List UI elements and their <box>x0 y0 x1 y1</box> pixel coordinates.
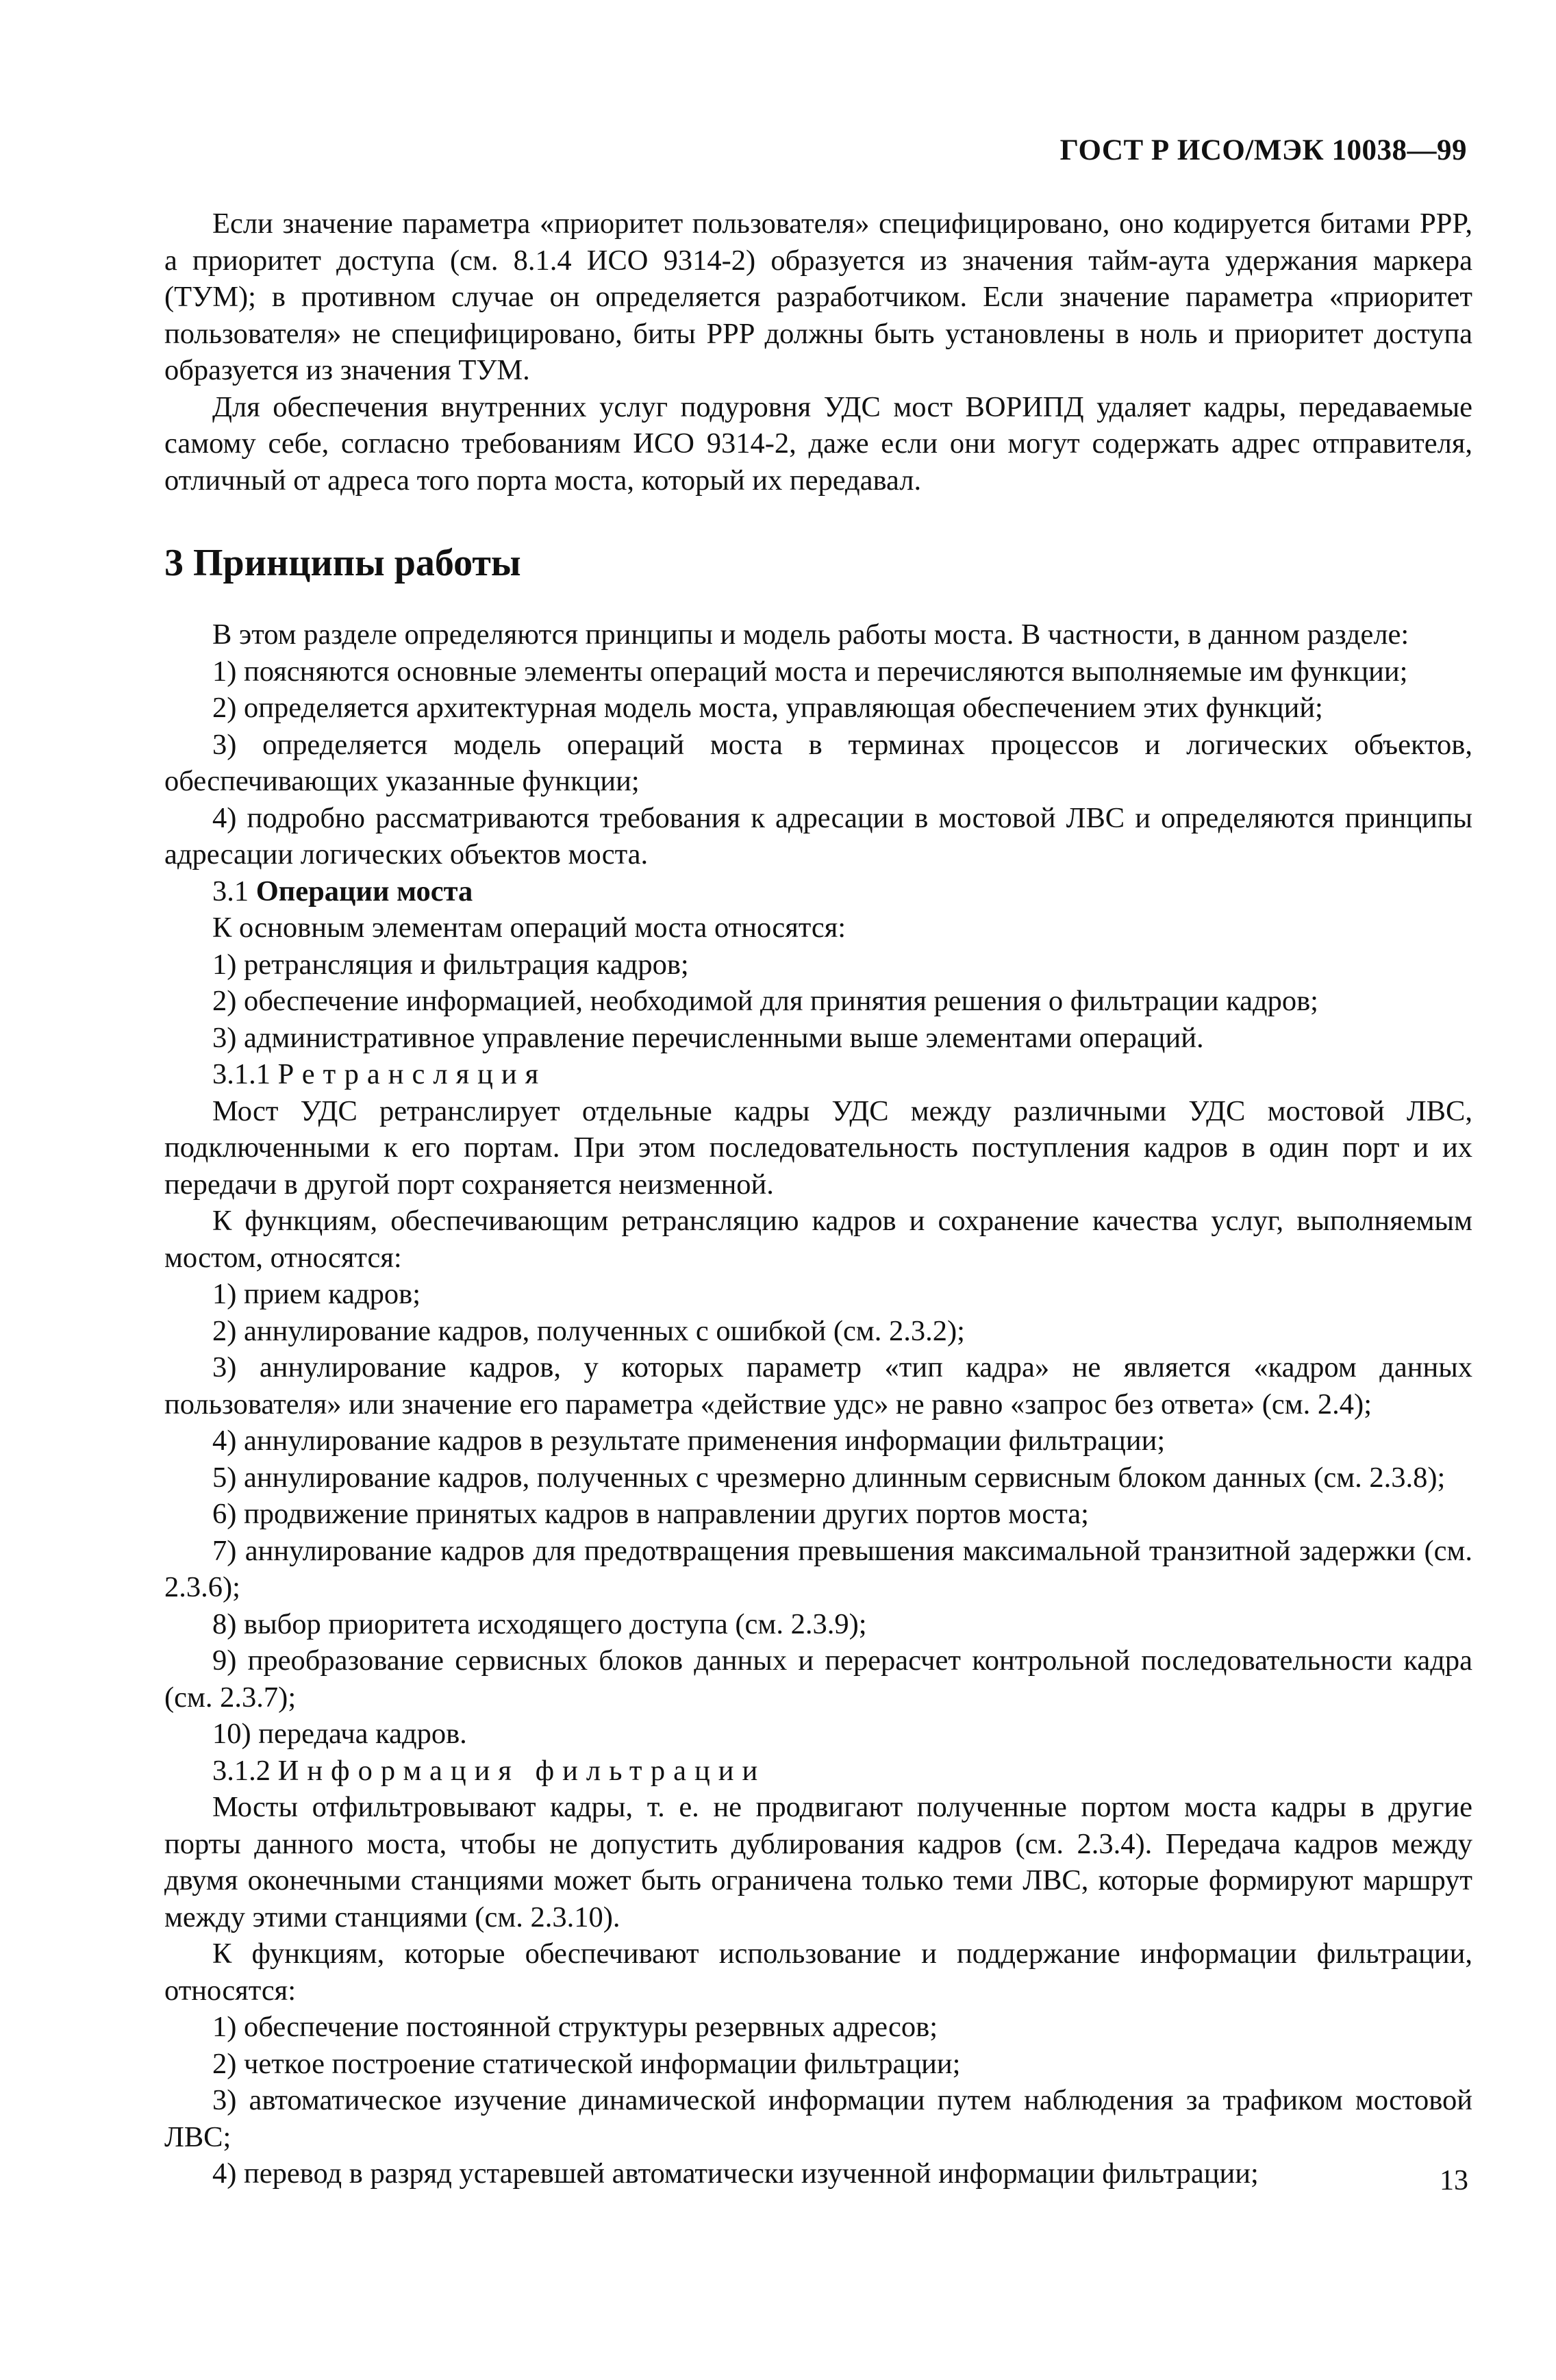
subsection-title: Ретрансляция <box>277 1058 547 1090</box>
list-item: 9) преобразование сервисных блоков данных и перерасчет контрольной последовательности кадра (см. 2.3.7); <box>164 1644 1472 1714</box>
subsection-title: Операции моста <box>255 875 473 907</box>
list-item: 4) подробно рассматриваются требования к адресации в мостовой ЛВС и определяются принципы адресации логических объектов моста. <box>164 801 1472 870</box>
paragraph: В этом разделе определяются принципы и модель работы моста. В частности, в данном разделе: <box>212 618 1409 651</box>
list-item: 4) аннулирование кадров в результате применения информации фильтрации; <box>212 1425 1166 1457</box>
page-number: 13 <box>1440 2165 1468 2196</box>
subsection-heading-3-1 <box>164 873 1472 910</box>
list-item: 1) обеспечение постоянной структуры резервных адресов; <box>212 2011 938 2043</box>
paragraph: К функциям, которые обеспечивают использование и поддержание информации фильтрации, относятся: <box>164 1938 1472 2007</box>
list-item: 3) административное управление перечисленными выше элементами операций. <box>212 1021 1204 1054</box>
list-item: 5) аннулирование кадров, полученных с чрезмерно длинным сервисным блоком данных (см. 2.3.8); <box>212 1461 1446 1494</box>
list-item: 3) аннулирование кадров, у которых параметр «тип кадра» не является «кадром данных пользователя» или значение его параметра «действие удс» не равно «запрос без ответа» (см. 2.4); <box>164 1351 1472 1420</box>
list-item: 10) передача кадров. <box>212 1718 467 1750</box>
section-heading: 3 Принципы работы <box>164 542 521 584</box>
subsection-number: 3.1.1 <box>212 1058 278 1090</box>
paragraph: Мосты отфильтровывают кадры, т. е. не продвигают полученные портом моста кадры в другие порты данного моста, чтобы не допустить дублирования кадров (см. 2.3.4). Передача кадров между двумя оконечными станциями может быть ограничена только теми ЛВС, которые формируют маршрут между этими станциями (см. 2.3.10). <box>164 1791 1472 1933</box>
paragraph: К основным элементам операций моста относятся: <box>212 912 846 944</box>
paragraph: Мост УДС ретранслирует отдельные кадры УДС между различными УДС мостовой ЛВС, подключенными к его портам. При этом последовательность поступления кадров в один порт и их передачи в другой порт сохраняется неизменной. <box>164 1094 1472 1201</box>
subsection-number: 3.1.2 <box>212 1754 278 1787</box>
list-item: 1) поясняются основные элементы операций моста и перечисляются выполняемые им функции; <box>212 655 1408 688</box>
subsection-title: Информация фильтрации <box>277 1754 766 1787</box>
list-item: 2) аннулирование кадров, полученных с ошибкой (см. 2.3.2); <box>212 1314 965 1347</box>
list-item: 2) четкое построение статической информации фильтрации; <box>212 2047 961 2080</box>
list-item: 7) аннулирование кадров для предотвращения превышения максимальной транзитной задержки (см. 2.3.6); <box>164 1534 1472 1603</box>
paragraph: К функциям, обеспечивающим ретрансляцию кадров и сохранение качества услуг, выполняемым мостом, относятся: <box>164 1205 1472 1274</box>
list-item: 2) определяется архитектурная модель моста, управляющая обеспечением этих функций; <box>212 692 1323 724</box>
subsection-heading-3-1-1 <box>164 1056 1472 1093</box>
list-item: 1) прием кадров; <box>212 1278 421 1310</box>
subsection-number: 3.1 <box>212 875 256 907</box>
list-item: 8) выбор приоритета исходящего доступа (см. 2.3.9); <box>212 1607 867 1640</box>
page-body <box>164 205 1472 2192</box>
list-item: 4) перевод в разряд устаревшей автоматически изученной информации фильтрации; <box>212 2157 1259 2190</box>
paragraph: Если значение параметра «приоритет пользователя» специфицировано, оно кодируется битами PPP, а приоритет доступа (см. 8.1.4 ИСО 9314-2) образуется из значения тайм-аута удержания маркера (ТУМ); в противном случае он определяется разработчиком. Если значение параметра «приоритет пользователя» не специфицировано, биты PPP должны быть установлены в ноль и приоритет доступа образуется из значения ТУМ. <box>164 208 1472 386</box>
list-item: 3) автоматическое изучение динамической информации путем наблюдения за трафиком мостовой ЛВС; <box>164 2084 1472 2153</box>
list-item: 6) продвижение принятых кадров в направлении других портов моста; <box>212 1498 1089 1530</box>
list-item: 3) определяется модель операций моста в терминах процессов и логических объектов, обеспечивающих указанные функции; <box>164 728 1472 797</box>
list-item: 1) ретрансляция и фильтрация кадров; <box>212 948 689 981</box>
page-header: ГОСТ Р ИСО/МЭК 10038—99 <box>1059 134 1467 166</box>
list-item: 2) обеспечение информацией, необходимой для принятия решения о фильтрации кадров; <box>212 985 1318 1017</box>
paragraph: Для обеспечения внутренних услуг подуровня УДС мост ВОРИПД удаляет кадры, передаваемые самому себе, согласно требованиям ИСО 9314-2, даже если они могут содержать адрес отправителя, отличный от адреса того порта моста, который их передавал. <box>164 390 1472 497</box>
subsection-heading-3-1-2 <box>164 1753 1472 1790</box>
